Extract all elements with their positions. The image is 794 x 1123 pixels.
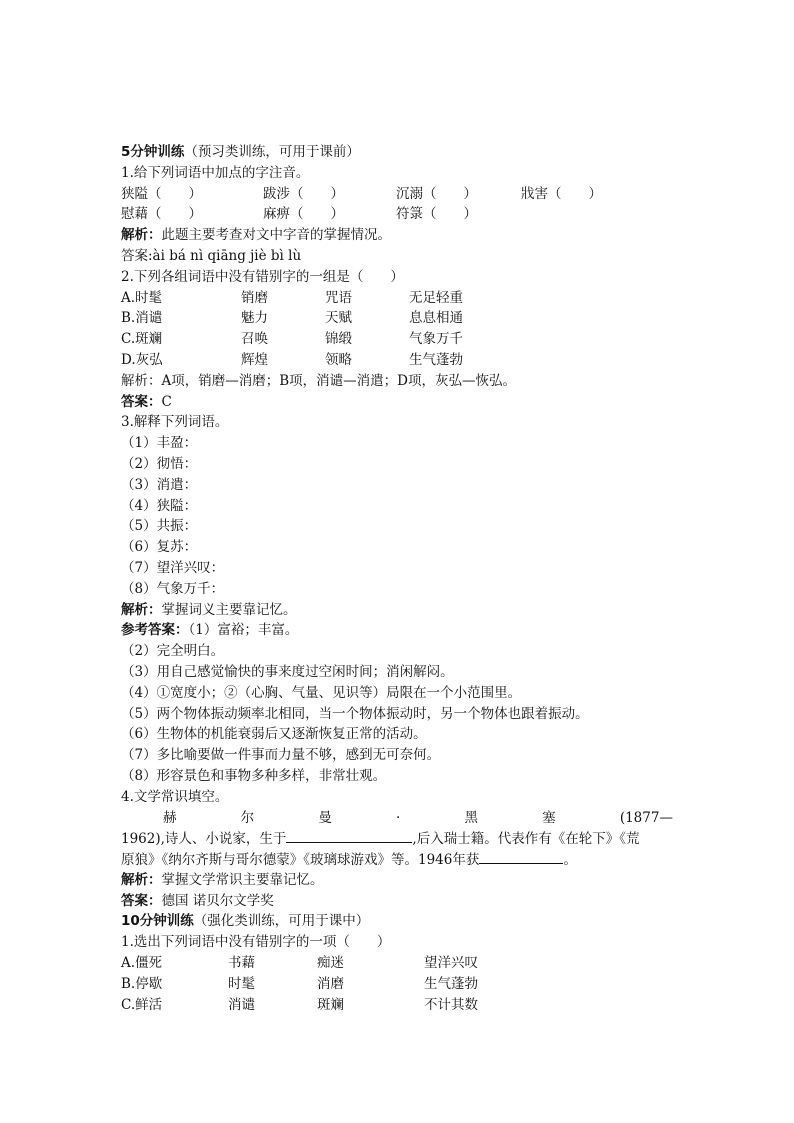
analysis-label: 解析： <box>121 871 162 888</box>
phonetic-item: 慰藉（ ） <box>121 206 202 223</box>
analysis-label: 解析： <box>121 601 162 618</box>
fill-blank-line <box>121 849 673 870</box>
section-subtitle: （预习类训练，可用于课前） <box>184 144 360 160</box>
question-stem: 3.解释下列词语。 <box>121 414 229 431</box>
list-item: （4）狭隘： <box>121 497 198 514</box>
option-word: D.灰弘 <box>121 351 163 368</box>
answer-line <box>121 392 673 413</box>
answer-line <box>121 891 673 912</box>
option-word: 痴迷 <box>317 955 344 972</box>
section-title: 5分钟训练 <box>121 144 185 160</box>
section-heading <box>121 142 673 163</box>
reference-item: （2）完全明白。 <box>121 643 225 660</box>
option-row <box>121 329 673 350</box>
reference-label: 参考答案： <box>121 622 189 639</box>
option-word: A.时髦 <box>121 289 163 306</box>
phonetic-item: 符箓（ ） <box>396 206 477 223</box>
analysis-line <box>121 600 673 621</box>
answer-line: 答案:ài bá nì qiāng jiè bì lù <box>121 247 302 264</box>
analysis-line <box>121 870 673 891</box>
name-part: 曼 <box>318 809 332 826</box>
option-word: C.斑斓 <box>121 331 163 348</box>
question-stem: 1.给下列词语中加点的字注音。 <box>121 164 310 181</box>
option-word: 咒语 <box>325 289 352 306</box>
answer-text: C <box>161 393 172 410</box>
sentence-text: 原狼》《纳尔齐斯与哥尔德蒙》《玻璃球游戏》等。1946年获 <box>121 852 480 869</box>
answer-text: 德国 诺贝尔文学奖 <box>161 892 274 909</box>
phonetic-item: 跋涉（ ） <box>263 185 344 202</box>
option-row <box>121 953 673 974</box>
option-row <box>121 308 673 329</box>
option-word: 不计其数 <box>424 996 478 1013</box>
list-item: （6）复苏： <box>121 539 198 556</box>
analysis-text: 此题主要考查对文中字音的掌握情况。 <box>161 227 391 244</box>
list-item: （5）共振： <box>121 518 198 535</box>
analysis-label: 解析： <box>121 372 162 389</box>
answer-label: 答案： <box>121 892 162 909</box>
option-row <box>121 288 673 309</box>
option-word: 斑斓 <box>317 996 344 1013</box>
fill-blank-line <box>121 828 673 849</box>
option-word: A.僵死 <box>121 955 163 972</box>
option-word: C.鲜活 <box>121 996 163 1013</box>
analysis-line <box>121 225 673 246</box>
list-item: （1）丰盈： <box>121 435 198 452</box>
analysis-text: 掌握词义主要靠记忆。 <box>161 601 297 618</box>
list-item: （3）消遣： <box>121 476 198 493</box>
option-word: 息息相通 <box>409 310 463 327</box>
option-word: B.消谴 <box>121 310 163 327</box>
blank-field[interactable] <box>479 849 563 864</box>
phonetic-item: 沉溺（ ） <box>396 185 477 202</box>
option-row <box>121 974 673 995</box>
analysis-text: 掌握文学常识主要靠记忆。 <box>161 871 324 888</box>
option-row <box>121 204 673 225</box>
list-item: （2）彻悟： <box>121 455 198 472</box>
document-page <box>121 142 673 1015</box>
reference-item: （4）①宽度小；②（心胸、气量、见识等）局限在一个小范围里。 <box>121 684 522 701</box>
option-word: 书藉 <box>228 955 255 972</box>
option-word: 销磨 <box>241 289 268 306</box>
option-word: 生气蓬勃 <box>424 975 478 992</box>
option-word: 天赋 <box>325 310 352 327</box>
option-word: 领略 <box>325 351 352 368</box>
option-row <box>121 350 673 371</box>
section-subtitle: （强化类训练，可用于课中） <box>193 913 370 930</box>
author-name-line <box>121 808 673 829</box>
option-word: 魅力 <box>241 310 268 327</box>
option-word: 气象万千 <box>409 331 463 348</box>
option-word: 召唤 <box>241 331 268 348</box>
name-part: 赫 <box>163 809 177 826</box>
section-title: 10分钟训练 <box>121 913 194 930</box>
option-word: 无足轻重 <box>409 289 463 306</box>
option-word: 望洋兴叹 <box>424 955 478 972</box>
list-item: （7）望洋兴叹： <box>121 559 225 576</box>
question-stem: 1.选出下列词语中没有错别字的一项（ ） <box>121 934 391 951</box>
reference-item: （5）两个物体振动频率北相同，当一个物体振动时，另一个物体也跟着振动。 <box>121 705 589 722</box>
sentence-text: 1962),诗人、小说家，生于 <box>121 831 287 848</box>
reference-item: （6）生物体的机能衰弱后又逐渐恢复正常的活动。 <box>121 726 427 743</box>
option-word: 消磨 <box>317 975 344 992</box>
reference-item: （7）多比喻要做一件事而力量不够，感到无可奈何。 <box>121 747 441 764</box>
reference-item: （3）用自己感觉愉快的事来度过空闲时间；消闲解闷。 <box>121 663 454 680</box>
section-heading <box>121 911 673 932</box>
name-part: 塞 <box>542 809 556 826</box>
name-part: (1877— <box>619 809 673 826</box>
answer-label: 答案： <box>121 393 162 410</box>
option-word: 时髦 <box>228 975 255 992</box>
phonetic-item: 戕害（ ） <box>521 185 602 202</box>
option-row <box>121 995 673 1016</box>
option-word: 锦缎 <box>325 331 352 348</box>
analysis-line <box>121 371 673 392</box>
reference-answer-line <box>121 620 673 641</box>
question-stem: 2.下列各组词语中没有错别字的一组是（ ） <box>121 268 404 285</box>
reference-item: （8）形容景色和事物多种多样，非常壮观。 <box>121 767 387 784</box>
name-part: · <box>396 809 401 826</box>
name-part: 黑 <box>464 809 478 826</box>
sentence-text: ,后入瑞士籍。代表作有《在轮下》《荒 <box>412 831 640 848</box>
option-word: B.停歇 <box>121 975 163 992</box>
list-item: （8）气象万千： <box>121 580 225 597</box>
option-word: 消谴 <box>228 996 255 1013</box>
option-word: 生气蓬勃 <box>409 351 463 368</box>
option-row <box>121 184 673 205</box>
phonetic-item: 麻痹（ ） <box>263 206 344 223</box>
phonetic-item: 狭隘（ ） <box>121 185 202 202</box>
blank-field[interactable] <box>286 828 412 843</box>
reference-text: （1）富裕；丰富。 <box>188 622 299 639</box>
name-part: 尔 <box>240 809 255 826</box>
option-word: 辉煌 <box>241 351 268 368</box>
analysis-label: 解析： <box>121 227 162 244</box>
sentence-text: 。 <box>563 852 577 869</box>
question-stem: 4.文学常识填空。 <box>121 788 229 805</box>
analysis-text: A项，销磨—消磨；B项，消谴—消遣；D项，灰弘—恢弘。 <box>161 372 516 389</box>
